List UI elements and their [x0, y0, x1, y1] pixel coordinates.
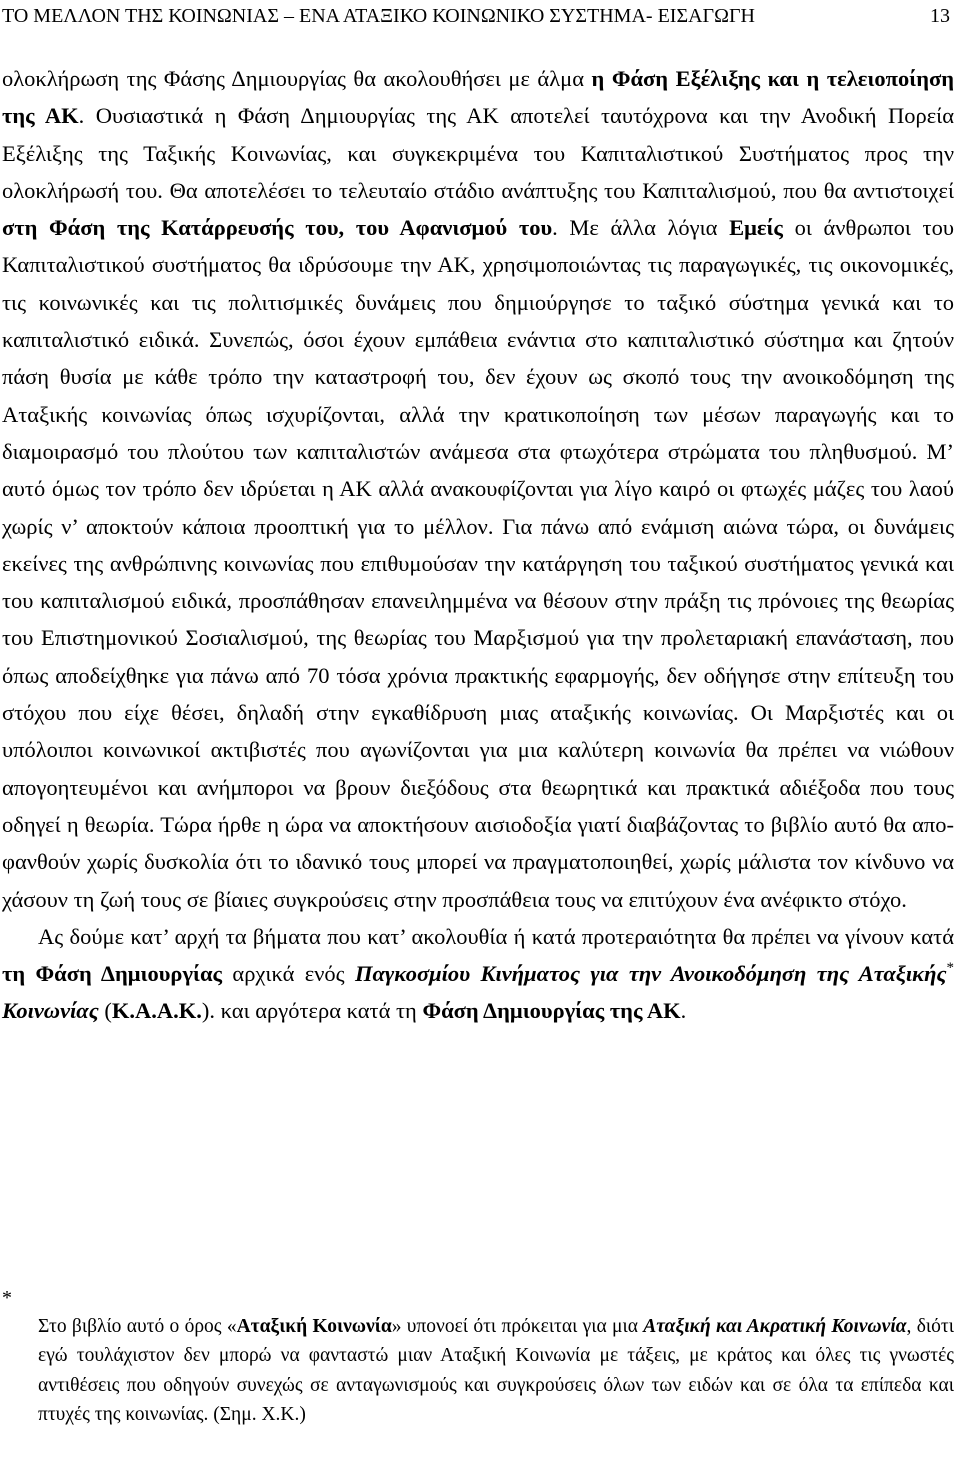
body-text [2, 60, 954, 1030]
text-run: ( [98, 998, 112, 1024]
bold-text: Κ.Α.Α.Κ. [111, 998, 202, 1024]
footnote-marker: * [2, 1287, 12, 1309]
bold-text: Φάση Δημιουργίας της ΑΚ [422, 998, 681, 1024]
text-run: ). και αργότερα κατά τη [201, 998, 423, 1024]
footnote-text [38, 1312, 954, 1429]
bold-text: η Φάση Εξέλιξης και η τελειοποίηση της ΑΚ [2, 66, 954, 129]
bold-text: Εμείς [729, 215, 783, 241]
text-run: αρχικά ενός [222, 961, 355, 987]
text-run: , διότι εγώ τουλάχιστον δεν μπορώ να φανταστώ μιαν Αταξική Κοινωνία με τάξεις, με κράτος και όλες τις γνωστές αντιθέσεις που οδηγούν συνεχώς σε ανταγωνισμούς και συγκρούσεις όλων των ειδών και σε όλα τα επίπεδα και πτυχές της κοινωνίας. (Σημ. Χ.Κ.) [38, 1316, 954, 1425]
text-run: ολοκλήρωση της Φάσης Δημιουργίας θα ακολουθήσει με άλμα [2, 66, 592, 91]
page-number: 13 [930, 5, 950, 27]
footnote-reference[interactable]: * [946, 960, 954, 977]
bold-italic-text: Παγκοσμίου Κινήματος για την Ανοικοδόμηση της Αταξικής [354, 961, 947, 987]
paragraph-1 [2, 60, 954, 918]
running-header [0, 4, 960, 28]
text-run: » υπονοεί ότι πρόκειται για μια [391, 1316, 644, 1337]
bold-text: στη Φάση της Κατάρρευσής του, του Αφανισμού του [2, 215, 553, 241]
bold-text: Αταξική Κοινωνία [236, 1316, 392, 1337]
text-run: . Ουσιαστικά η Φάση Δημιουργίας της ΑΚ αποτελεί ταυτόχρονα και την Ανοδική Πορεία Εξέλιξης της Ταξικής Κοινωνίας, και συγκεκριμένα του Καπιταλιστικού Συστήματος προς την ολοκλήρωσή του. Θα αποτελέσει το τελευταίο στάδιο ανάπτυξης του Καπιταλισμού, που θα αντιστοιχεί [2, 103, 954, 203]
text-run: Στο βιβλίο αυτό ο όρος « [38, 1316, 237, 1337]
bold-italic-text: Κοινωνίας [2, 998, 99, 1024]
text-run: οι άνθρωποι του Καπιταλιστικού συστήματος θα ιδρύσουμε την ΑΚ, χρησιμοποιώντας τις παραγωγικές, τις οικονομικές, τις κοινωνικές και τις πολιτισμικές δυνάμεις που δημιούργησε το ταξικό σύστημα γενικά και το καπιταλιστικό ειδικά. Συνεπώς, όσοι έχουν εμπάθεια ενάντια στο καπιταλιστικό σύστημα και ζητούν πάση θυσία με κάθε τρόπο την καταστροφή του, δεν έχουν ως σκοπό τους την ανοικοδόμηση της Αταξικής κοινωνίας όπως ισχυρίζονται, αλλά την κρατικοποίηση των μέσων παραγωγής και το διαμοιρασμό του πλούτου των καπιταλιστών ανάμεσα στα φτωχότερα στρώματα του πληθυσμού. Μ’ αυτό όμως τον τρόπο δεν ιδρύεται η ΑΚ αλλά ανακουφίζονται για λίγο καιρό οι φτωχές μάζες του λαού χωρίς ν’ αποκτούν κάποια προοπτική για το μέλλον. Για πάνω από ενάμιση αιώνα τώρα, οι δυνάμεις εκείνες της ανθρώπινης κοινωνίας που επιθυμούσαν την κατάργηση του ταξικού συστήματος γενικά και του καπιταλισμού ειδικά, προσπάθησαν επανειλημμένα να θέσουν στην πράξη τις πρόνοιες της θεωρίας του Επιστημονικού Σοσιαλισμού, της θεωρίας του Μαρξισμού για την προλεταριακή επανάσταση, που όπως αποδείχθηκε για πάνω από 70 τόσα χρόνια πρακτικής εφαρμογής, δεν οδήγησε στην επίτευξη του στόχου που είχε θέσει, δηλαδή στην εγκαθίδρυση μιας αταξικής κοινωνίας. Οι Μαρξιστές και οι υπόλοιποι κοινωνικοί ακτιβιστές που αγωνίζονται για μια καλύτερη κοινωνία θα πρέπει να νιώθουν απογοητευμένοι και ανήμποροι να βρουν διεξόδους στα θεωρητικά και πρακτικά αδιέξοδα που τους οδηγεί η θεωρία. Τώρα ήρθε η ώρα να αποκτήσουν αισιοδοξία γιατί διαβάζοντας το βιβλίο αυτό θα αποφανθούν χωρίς δυσκολία ότι το ιδανικό τους μπορεί να πραγματοποιηθεί, χωρίς μάλιστα τον κίνδυνο να χάσουν τη ζωή τους σε βίαιες συγκρούσεις στην προσπάθεια τους να επιτύχουν ένα ανέφικτο στόχο. [2, 215, 954, 912]
text-run: . Με άλλα λόγια [552, 215, 730, 241]
bold-text: τη Φάση Δημιουργίας [2, 961, 223, 987]
text-run: Ας δούμε κατ’ αρχή τα βήματα που κατ’ ακολουθία ή κατά προτεραιότητα θα πρέπει να γίνουν κατά [38, 923, 954, 949]
paragraph-2 [2, 918, 954, 1030]
text-run: . [680, 998, 687, 1024]
header-title: ΤΟ ΜΕΛΛΟΝ ΤΗΣ ΚΟΙΝΩΝΙΑΣ – ΕΝΑ ΑΤΑΞΙΚΟ ΚΟΙΝΩΝΙΚΟ ΣΥΣΤΗΜΑ- ΕΙΣΑΓΩΓΗ [2, 5, 755, 27]
bold-italic-text: Αταξική και Ακρατική Κοινωνία [643, 1316, 907, 1337]
